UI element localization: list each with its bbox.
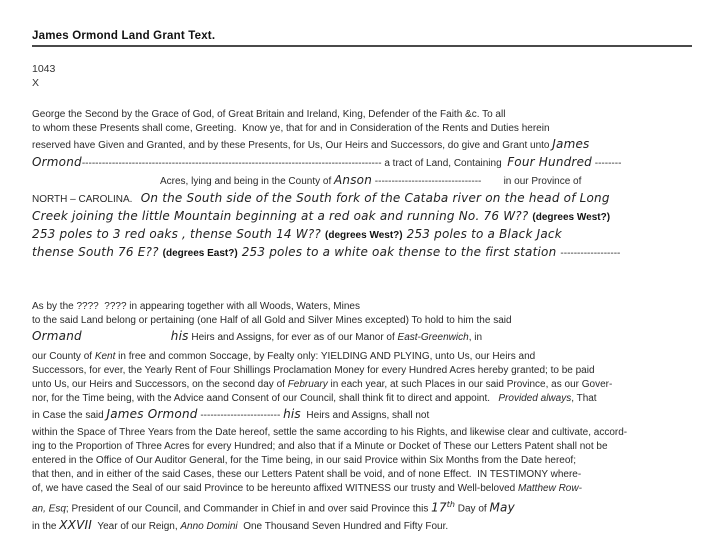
- typed-text: to whom these Presents shall come, Greeting. Know ye, that for and in Consideration of the Rents and Duties herein: [32, 123, 550, 134]
- handwritten-text: th: [446, 500, 455, 509]
- typed-text: ing to the Proportion of Three Acres for every Hundred; and also that if a Minute or Docket of These our Letters Patent shall not be: [32, 441, 608, 452]
- document-line: [32, 468, 709, 482]
- typed-text: As by the ???? ???? in appearing together with all Woods, Waters, Mines: [32, 301, 360, 312]
- document-paragraph: [32, 350, 709, 424]
- typed-text: February: [287, 379, 328, 390]
- typed-text: George the Second by the Grace of God, of Great Britain and Ireland, King, Defender of the Faith &c. To all: [32, 109, 506, 120]
- document-line: [32, 136, 709, 154]
- document-line: [32, 300, 709, 314]
- document-paragraph: [32, 426, 709, 535]
- handwritten-text: XXVII: [59, 518, 92, 533]
- typed-text: Year of our Reign,: [91, 521, 181, 533]
- typed-text: (degrees West?): [532, 212, 611, 223]
- title-underline: [32, 45, 692, 47]
- handwritten-text: On the South side of the South fork of the Cataba river on the head of Long: [140, 191, 610, 205]
- document-line: [32, 172, 709, 190]
- handwritten-text: his: [170, 329, 189, 343]
- typed-text: Acres, lying and being in the County of: [160, 176, 334, 187]
- handwritten-text: 253 poles to 3 red oaks , thense South 14 W??: [32, 227, 325, 241]
- document-line: [32, 350, 709, 364]
- document-line: [32, 406, 709, 424]
- document-line: [32, 244, 709, 262]
- typed-text: , That: [571, 393, 597, 404]
- document-line: [32, 122, 709, 136]
- document-line: [32, 154, 709, 172]
- typed-text: of, we have cased the Seal of our said Province to be hereunto affixed WITNESS our trusty and Well-beloved: [32, 483, 519, 494]
- typed-text: Kent: [94, 351, 116, 362]
- typed-text: entered in the Office of Our Auditor General, for the Time being, in our said Provice within Six Months from the Date hereof;: [32, 455, 576, 466]
- typed-text: our County of: [32, 351, 95, 362]
- reference-block: [32, 62, 709, 90]
- document-line: [32, 496, 709, 517]
- document-line: [32, 314, 709, 328]
- document-line: [32, 190, 709, 208]
- typed-text: --------: [591, 158, 622, 169]
- document-paragraph: [32, 300, 709, 346]
- typed-text: (degrees West?): [325, 230, 403, 241]
- typed-text: that then, and in either of the said Cases, these our Letters Patent shall be void, and of none Effect. IN TESTIMONY where-: [32, 469, 582, 480]
- typed-text: in Case the said: [32, 410, 107, 421]
- typed-text: nor, for the Time being, with the Advice aand Consent of our Council, shall think fit to direct and appoint.: [32, 393, 499, 404]
- typed-text: in the: [32, 521, 60, 533]
- typed-text: -------------------------------- in our Province of: [372, 176, 582, 187]
- typed-text: reserved have Given and Granted, and by these Presents, for Us, Our Heirs and Successors, do give and Grant unto: [32, 140, 553, 151]
- typed-text: East-Greenwich: [397, 332, 469, 343]
- typed-text: , in: [468, 332, 483, 343]
- document-line: [32, 517, 709, 535]
- typed-text: unto Us, our Heirs and Successors, on the second day of: [32, 379, 288, 390]
- reference-number: 1043: [32, 63, 56, 75]
- typed-text: Successors, for ever, the Yearly Rent of Four Shillings Proclamation Money for every Hundred Acres hereby granted; to be paid: [32, 365, 595, 376]
- document-line: [32, 426, 709, 440]
- typed-text: ------------------: [560, 248, 621, 259]
- handwritten-text: James: [552, 137, 590, 151]
- typed-text: in each year, at such Places in our said Province, as our Gover-: [327, 379, 613, 390]
- document-line: [32, 108, 709, 122]
- typed-text: ------------------------: [197, 410, 284, 421]
- typed-text: Day of: [455, 503, 490, 515]
- handwritten-text: Ormand: [32, 329, 82, 343]
- typed-text: ; President of our Council, and Commander in Chief in and over said Province this: [65, 503, 432, 515]
- typed-text: Matthew Row-: [518, 483, 582, 494]
- handwritten-text: James Ormond: [106, 407, 198, 421]
- typed-text: within the Space of Three Years from the Date hereof, settle the same according to his Rights, and likewise clear and cultivate, accord-: [32, 427, 628, 438]
- handwritten-text: Creek joining the little Mountain beginning at a red oak and running No. 76 W??: [32, 209, 533, 223]
- handwritten-text: 253 poles to a white oak thense to the first station: [237, 245, 561, 259]
- handwritten-text: 253 poles to a Black Jack: [402, 227, 562, 241]
- handwritten-text: 17: [431, 500, 447, 515]
- typed-text: (degrees East?): [162, 248, 238, 259]
- document-line: [32, 208, 709, 226]
- typed-text: Heirs and Assigns, for ever as of our Manor of: [188, 332, 398, 343]
- typed-text: NORTH – CAROLINA.: [32, 194, 141, 205]
- handwritten-text: his: [283, 407, 301, 421]
- typed-text: in free and common Soccage, by Fealty only: YIELDING AND PLYING, unto Us, our Heirs and: [115, 351, 536, 362]
- typed-text: Heirs and Assigns, shall not: [300, 410, 430, 421]
- document-line: [32, 378, 709, 392]
- typed-text: [82, 332, 171, 343]
- typed-text: ------------------------------------------------------------------------------------------ a tract of Land, Containing: [81, 158, 508, 169]
- document-line: [32, 454, 709, 468]
- document-body: [32, 108, 709, 535]
- reference-mark: X: [32, 77, 40, 89]
- typed-text: to the said Land belong or pertaining (one Half of all Gold and Silver Mines excepted) To hold to him the said: [32, 315, 512, 326]
- typed-text: Anno Domini: [180, 521, 238, 533]
- document-line: [32, 392, 709, 406]
- document-line: [32, 364, 709, 378]
- handwritten-text: Ormond: [32, 155, 82, 169]
- typed-text: Provided always: [498, 393, 572, 404]
- handwritten-text: thense South 76 E??: [32, 245, 163, 259]
- handwritten-text: May: [489, 500, 515, 515]
- document-line: [32, 440, 709, 454]
- page-title: James Ormond Land Grant Text.: [32, 30, 216, 42]
- handwritten-text: Four Hundred: [507, 155, 592, 169]
- document-line: [32, 226, 709, 244]
- document-line: [32, 482, 709, 496]
- document-paragraph: [32, 108, 709, 262]
- handwritten-text: Anson: [334, 173, 373, 187]
- typed-text: One Thousand Seven Hundred and Fifty Four.: [237, 521, 449, 533]
- typed-text: an, Esq: [32, 503, 66, 515]
- document-line: [32, 328, 709, 346]
